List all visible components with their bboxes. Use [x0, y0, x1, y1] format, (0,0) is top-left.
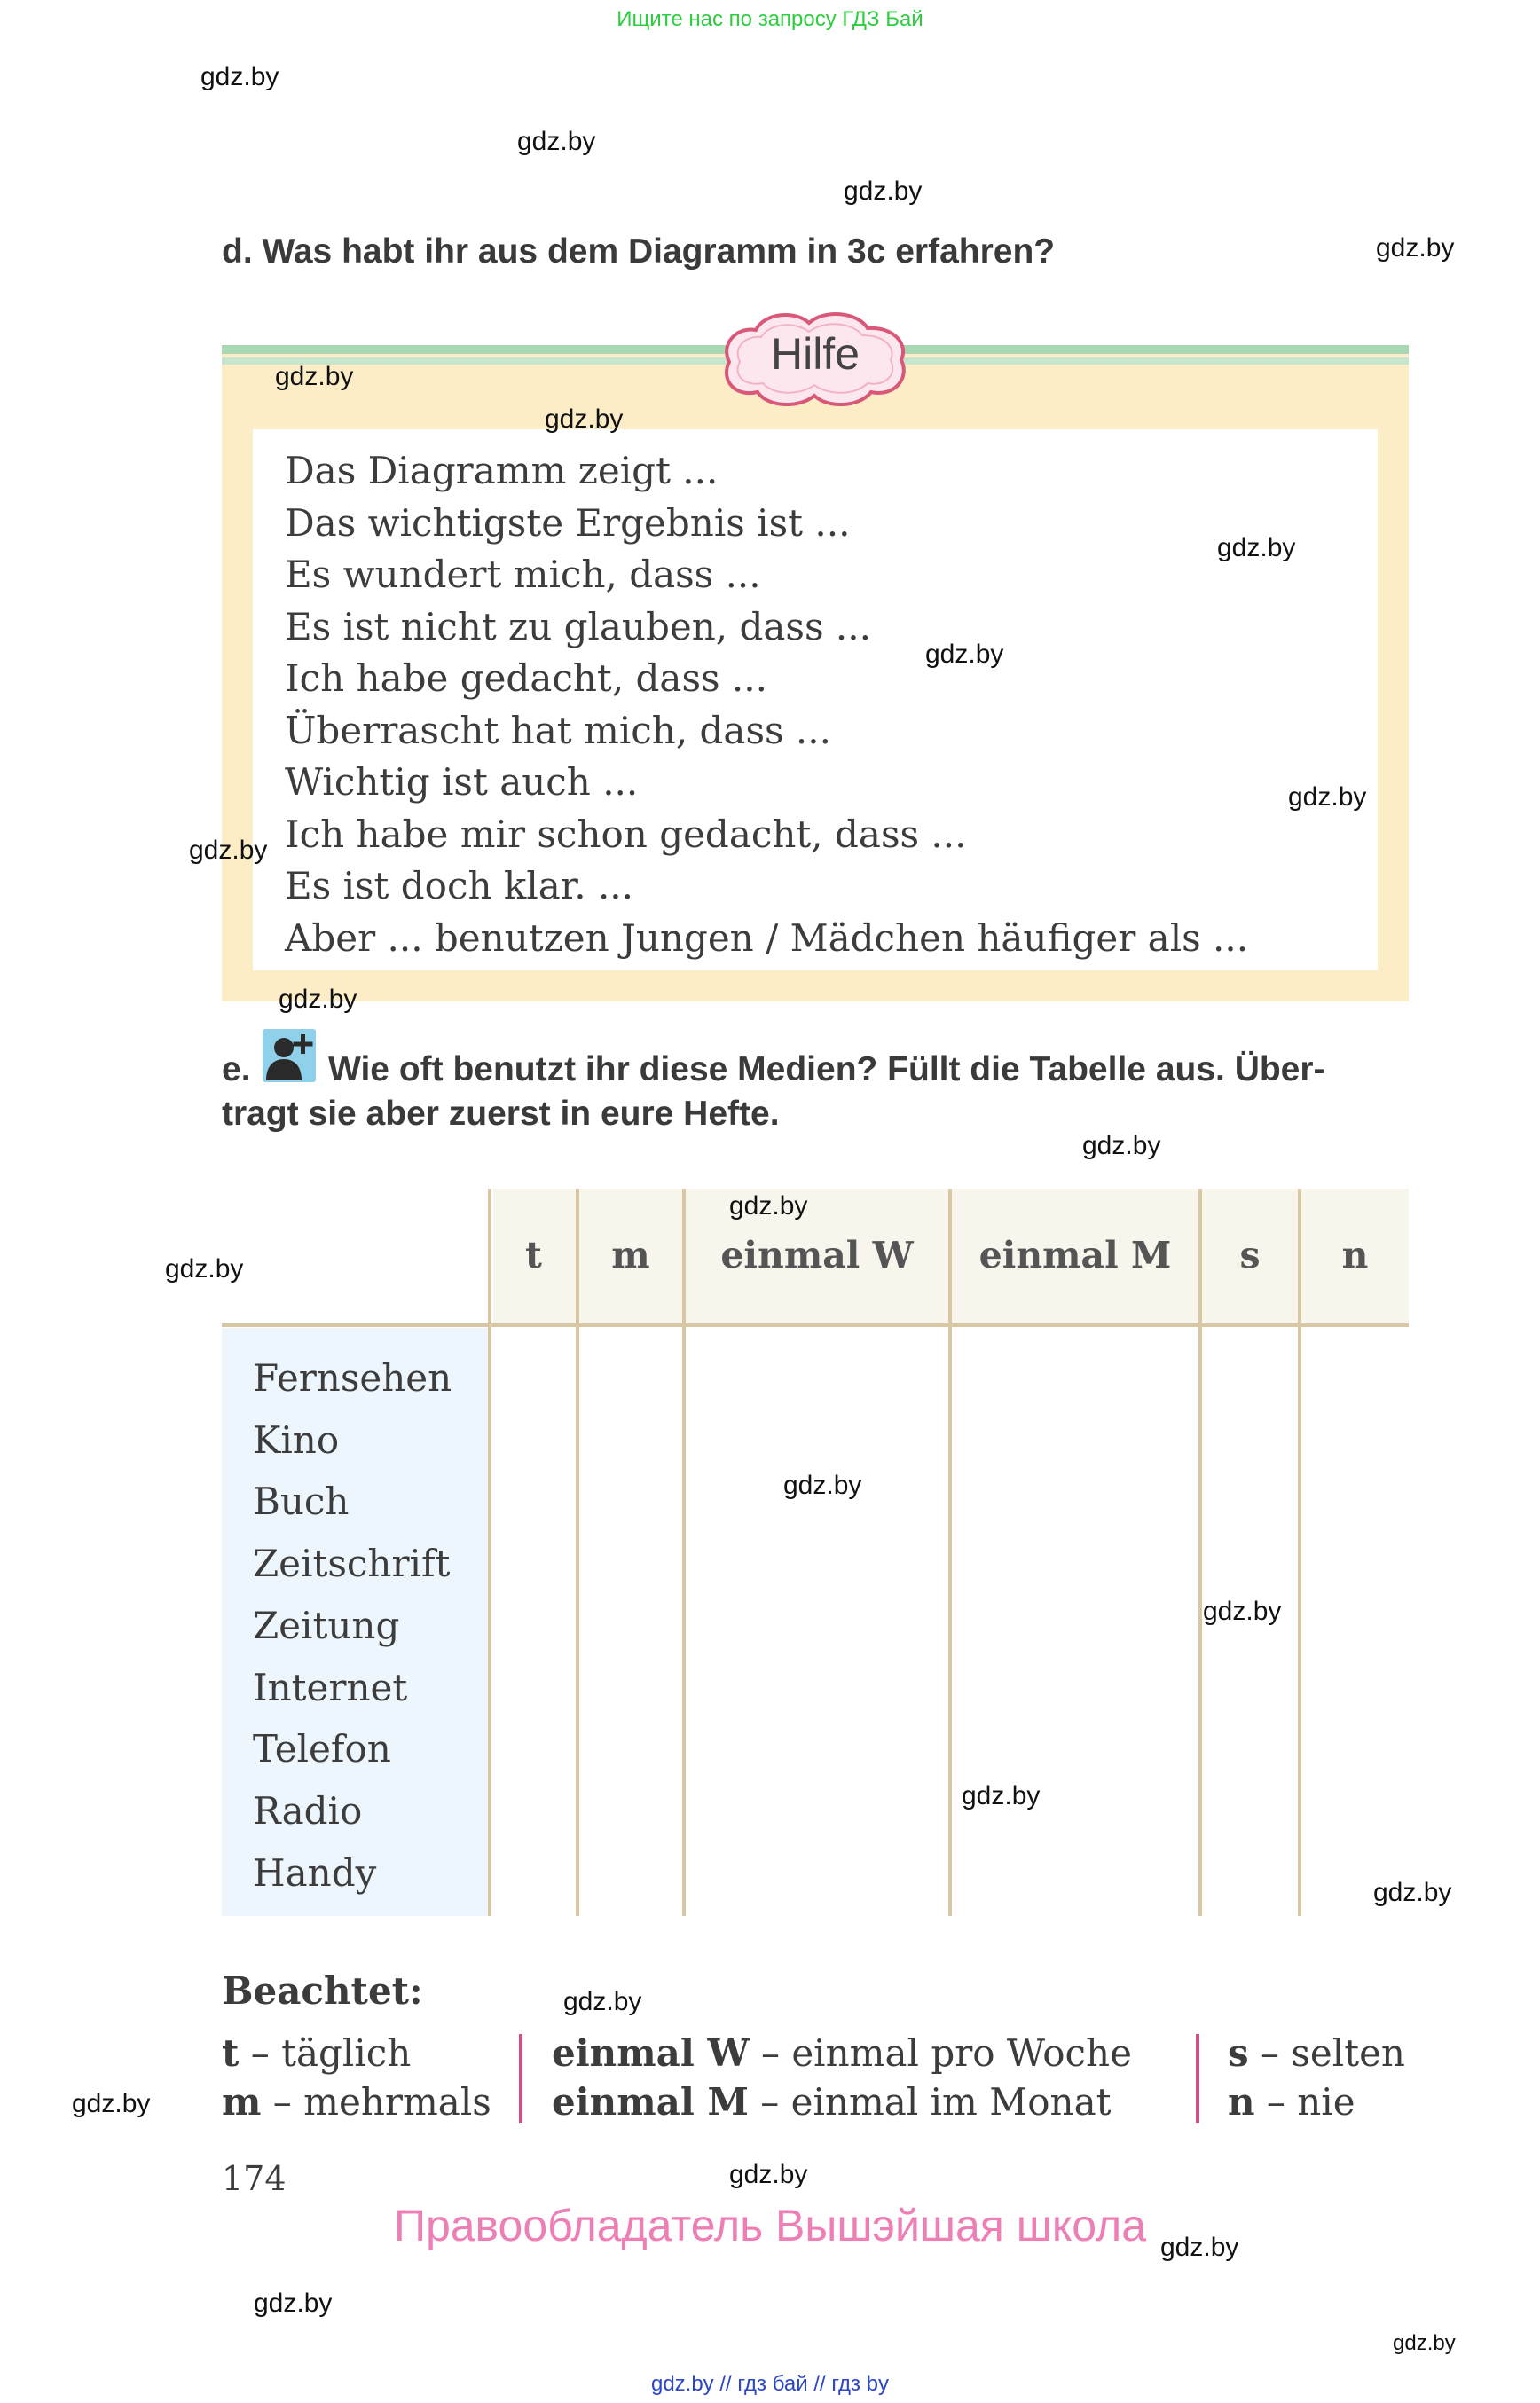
add-partner-icon: [263, 1029, 316, 1082]
legend-abbr: t: [222, 2031, 240, 2075]
table-row-label: Zeitung: [253, 1603, 400, 1647]
table-column-divider: [1298, 1189, 1301, 1916]
legend-abbr: einmal M: [552, 2080, 749, 2124]
watermark: gdz.by: [545, 404, 624, 434]
watermark: gdz.by: [1203, 1597, 1282, 1626]
legend-text: – täglich: [239, 2031, 412, 2075]
media-list: [253, 1347, 452, 1904]
table-row-label: Handy: [253, 1850, 377, 1895]
legend-item: [1228, 2080, 1355, 2124]
table-column-divider: [682, 1189, 686, 1916]
legend-separator: [1196, 2034, 1199, 2123]
legend-text: – selten: [1248, 2031, 1405, 2075]
footer-links[interactable]: gdz.by // гдз бай // гдз by: [650, 2372, 890, 2396]
hilfe-phrase: Wichtig ist auch ...: [285, 760, 639, 804]
legend-abbr: m: [222, 2080, 262, 2124]
hilfe-phrase: Es ist doch klar. ...: [285, 864, 634, 907]
watermark: gdz.by: [563, 1987, 642, 2016]
table-header-t: t: [525, 1234, 542, 1276]
page-number: 174: [222, 2159, 287, 2198]
legend-text: – einmal pro Woche: [749, 2031, 1132, 2075]
table-header-n: n: [1341, 1234, 1369, 1276]
hilfe-phrase: Es ist nicht zu glauben, dass ...: [285, 604, 871, 648]
hilfe-phrase: Aber ... benutzen Jungen / Mädchen häufiger als ...: [285, 915, 1249, 960]
copyright-notice: Правообладатель Вышэйшая школа: [394, 2201, 1146, 2250]
watermark: gdz.by: [1373, 1878, 1452, 1907]
table-row-label: Telefon: [253, 1727, 391, 1771]
hilfe-phrase-panel: [253, 429, 1378, 970]
hilfe-phrase-list: [285, 445, 1248, 964]
watermark: gdz.by: [279, 985, 358, 1014]
watermark: gdz.by: [1082, 1131, 1161, 1160]
table-row-label: Zeitschrift: [253, 1542, 451, 1586]
table-header-divider: [222, 1323, 1409, 1327]
watermark: gdz.by: [254, 2289, 333, 2318]
legend-text: – einmal im Monat: [748, 2080, 1112, 2124]
legend-item: [552, 2080, 1112, 2124]
watermark: gdz.by: [275, 362, 354, 391]
watermark: gdz.by: [783, 1471, 862, 1500]
section-e-instruction-line2: tragt sie aber zuerst in eure Hefte.: [222, 1095, 780, 1133]
table-row-label: Fernsehen: [253, 1356, 452, 1400]
table-row-label: Buch: [253, 1480, 350, 1524]
table-column-divider: [488, 1189, 491, 1916]
beachtet-title: Beachtet:: [222, 1969, 423, 2013]
legend-item: [222, 2080, 491, 2124]
hilfe-phrase: Ich habe mir schon gedacht, dass ...: [285, 812, 967, 856]
legend-abbr: s: [1228, 2031, 1249, 2075]
section-d-heading: d. Was habt ihr aus dem Diagramm in 3c erfahren?: [222, 232, 1056, 271]
hilfe-phrase: Das Diagramm zeigt ...: [285, 449, 719, 492]
watermark: gdz.by: [962, 1781, 1041, 1810]
watermark: gdz.by: [1393, 2331, 1456, 2355]
hilfe-phrase: Überrascht hat mich, dass ...: [285, 708, 831, 752]
section-e-instruction-line1: Wie oft benutzt ihr diese Medien? Füllt die Tabelle aus. Über-: [328, 1050, 1325, 1088]
legend-abbr: einmal W: [552, 2031, 750, 2075]
table-row-label: Kino: [253, 1417, 340, 1462]
watermark: gdz.by: [1288, 782, 1367, 812]
hilfe-phrase: Es wundert mich, dass ...: [285, 553, 761, 596]
watermark: gdz.by: [844, 177, 923, 206]
watermark: gdz.by: [925, 640, 1004, 669]
watermark: gdz.by: [1376, 233, 1455, 263]
table-column-divider: [948, 1189, 952, 1916]
watermark: gdz.by: [729, 1191, 808, 1221]
legend-separator: [519, 2034, 522, 2123]
section-e-label: e.: [222, 1050, 251, 1088]
table-row-label: Radio: [253, 1788, 363, 1833]
legend-item: [1228, 2031, 1405, 2075]
top-search-note: Ищите нас по запросу ГДЗ Бай: [617, 7, 923, 31]
hilfe-title: Hilfe: [770, 329, 860, 379]
hilfe-phrase: Das wichtigste Ergebnis ist ...: [285, 500, 851, 545]
watermark: gdz.by: [517, 127, 596, 156]
table-media-column: [222, 1328, 490, 1916]
table-row-label: Internet: [253, 1665, 408, 1709]
table-column-divider: [1198, 1189, 1202, 1916]
table-header-s: s: [1239, 1234, 1261, 1276]
hilfe-phrase: Ich habe gedacht, dass ...: [285, 656, 767, 700]
table-column-divider: [576, 1189, 579, 1916]
legend-abbr: n: [1228, 2080, 1255, 2124]
table-header-einmal-m: einmal M: [978, 1234, 1172, 1276]
watermark: gdz.by: [729, 2160, 808, 2189]
watermark: gdz.by: [200, 62, 279, 91]
legend-text: – mehrmals: [261, 2080, 491, 2124]
watermark: gdz.by: [1160, 2233, 1239, 2262]
watermark: gdz.by: [189, 836, 268, 865]
table-header-einmal-w: einmal W: [720, 1234, 914, 1276]
table-header-m: m: [611, 1234, 650, 1276]
watermark: gdz.by: [165, 1254, 244, 1284]
legend-item: [222, 2031, 411, 2075]
legend-text: – nie: [1254, 2080, 1355, 2124]
legend-item: [552, 2031, 1132, 2075]
watermark: gdz.by: [1217, 533, 1296, 562]
watermark: gdz.by: [72, 2089, 151, 2118]
